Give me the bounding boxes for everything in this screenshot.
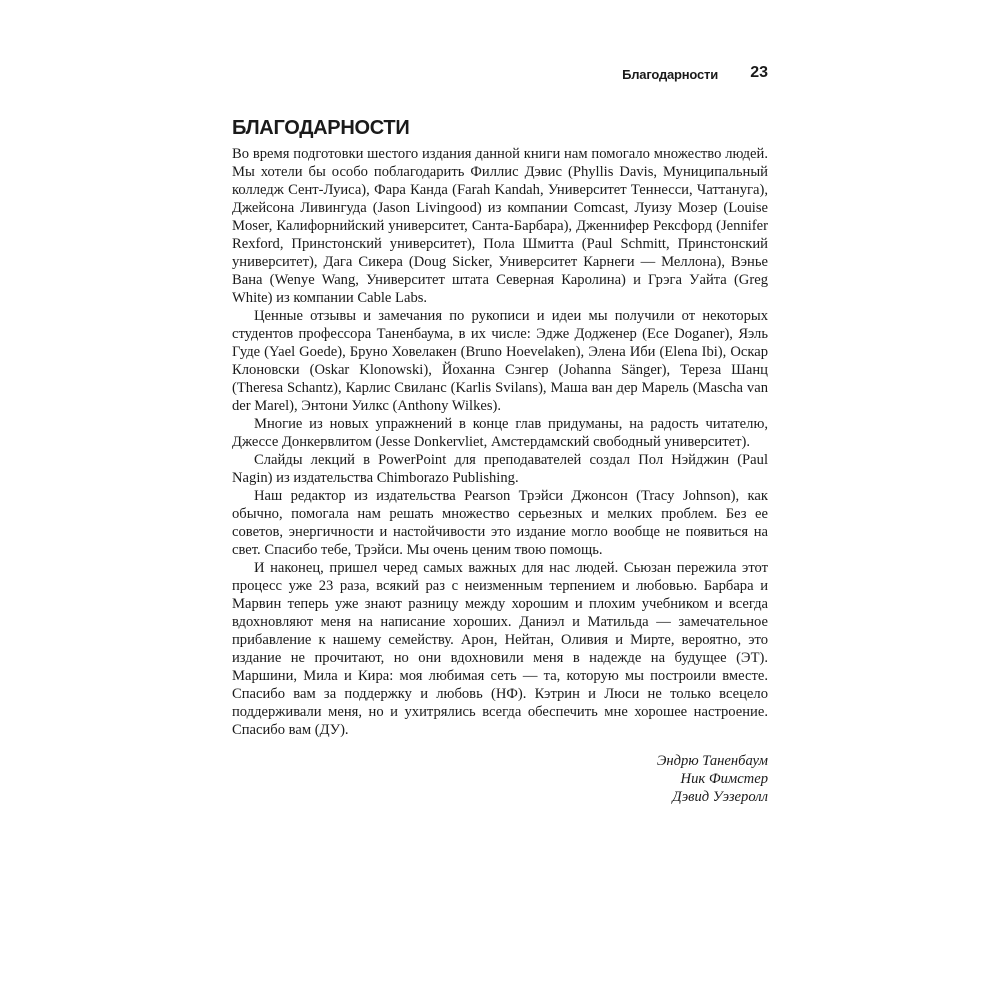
- paragraph-4: Слайды лекций в PowerPoint для преподавателей создал Пол Нэйджин (Paul Nagin) из издательства Chimborazo Publishing.: [232, 452, 768, 486]
- signature-1: Эндрю Таненбаум: [656, 753, 768, 769]
- running-header: [232, 64, 768, 84]
- signature-2: Ник Фимстер: [680, 771, 768, 787]
- page-number: 23: [750, 64, 768, 81]
- paragraph-2: Ценные отзывы и замечания по рукописи и идеи мы получили от некоторых студентов профессора Таненбаума, в их числе: Эдже Додженер (Ece Doganer), Яэль Гуде (Yael Goede), Бруно Ховелакен (Bruno Hoevelaken), Элена Иби (Elena Ibi), Оскар Клоновски (Oskar Klonowski), Йоханна Сэнгер (Johanna Sänger), Тереза Шанц (Theresa Schantz), Карлис Свиланс (Karlis Svilans), Маша ван дер Марель (Mascha van der Marel), Энтони Уилкс (Anthony Wilkes).: [232, 308, 768, 414]
- running-title: Благодарности: [622, 67, 718, 82]
- section-heading: БЛАГОДАРНОСТИ: [232, 117, 410, 139]
- paragraph-5: Наш редактор из издательства Pearson Трэйси Джонсон (Tracy Johnson), как обычно, помогала нам решать множество серьезных и мелких проблем. Без ее советов, энергичности и настойчивости это издание могло вообще не появиться на свет. Спасибо тебе, Трэйси. Мы очень ценим твою помощь.: [232, 488, 768, 558]
- signature-3: Дэвид Уэзеролл: [672, 789, 768, 805]
- signature-block: [468, 752, 768, 806]
- paragraph-3: Многие из новых упражнений в конце глав придуманы, на радость читателю, Джессе Донкервлитом (Jesse Donkervliet, Амстердамский свободный университет).: [232, 416, 768, 450]
- paragraph-6: И наконец, пришел черед самых важных для нас людей. Сьюзан пережила этот процесс уже 23 раза, всякий раз с неизменным терпением и любовью. Барбара и Марвин теперь уже знают разницу между хорошим и плохим учебником и всегда вдохновляют меня на написание хороших. Даниэл и Матильда — замечательное прибавление к нашему семейству. Арон, Нейтан, Оливия и Мирте, вероятно, это издание не прочитают, но они вдохновили меня в надежде на будущее (ЭТ). Маршини, Мила и Кира: моя любимая сеть — та, которую мы построили вместе. Спасибо вам за поддержку и любовь (НФ). Кэтрин и Люси не только всецело поддерживали меня, но и ухитрялись всегда обеспечить мне хорошее настроение. Спасибо вам (ДУ).: [232, 560, 768, 738]
- paragraph-1: Во время подготовки шестого издания данной книги нам помогало множество людей. Мы хотели бы особо поблагодарить Филлис Дэвис (Phyllis Davis, Муниципальный колледж Сент-Луиса), Фара Канда (Farah Kandah, Университет Теннесси, Чаттануга), Джейсона Ливингуда (Jason Livingood) из компании Comcast, Луизу Мозер (Louise Moser, Калифорнийский университет, Санта-Барбара), Дженнифер Рексфорд (Jennifer Rexford, Принстонский университет), Пола Шмитта (Paul Schmitt, Принстонский университет), Дага Сикера (Doug Sicker, Университет Карнеги — Меллона), Вэнье Вана (Wenye Wang, Университет штата Северная Каролина) и Грэга Уайта (Greg White) из компании Cable Labs.: [232, 146, 768, 306]
- body-text: [232, 145, 768, 739]
